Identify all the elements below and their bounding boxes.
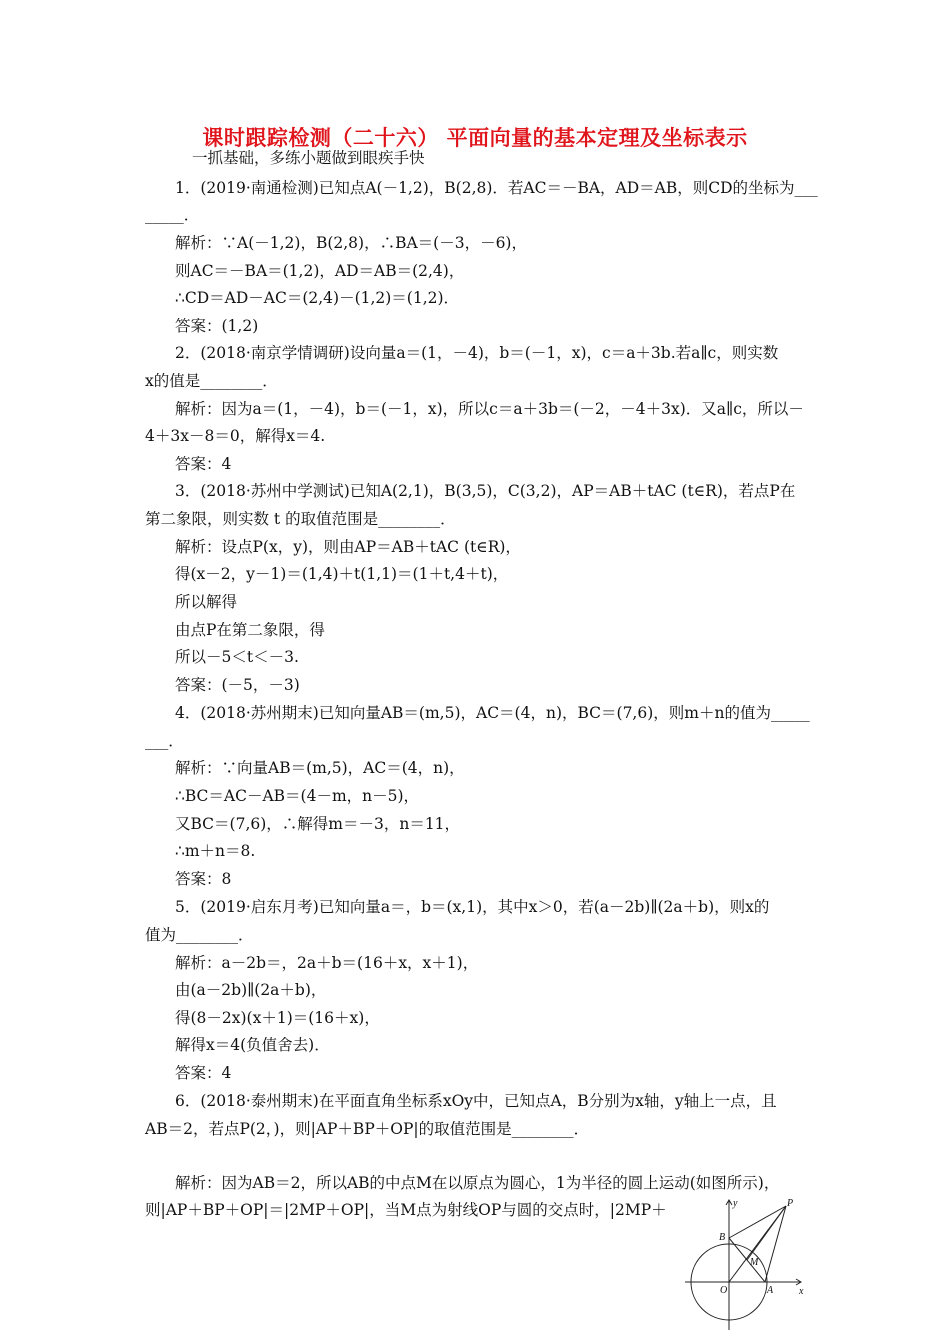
label-y: y [733,1198,738,1209]
label-B: B [719,1232,726,1243]
text-line: 答案：(1,2) [175,317,259,335]
text-line: 解析：设点P(x，y)，则由AP＝AB＋tAC (t∈R)， [175,538,521,556]
text-line: 得(x－2，y－1)＝(1,4)＋t(1,1)＝(1＋t,4＋t)， [175,565,509,583]
text-line: 2．(2018·南京学情调研)设向量a＝(1，－4)，b＝(－1，x)，c＝a＋3b.若a∥c，则实数 [175,344,779,362]
text-line: 第二象限，则实数 t 的取值范围是________． [145,510,456,528]
text-line: 由点P在第二象限，得 [175,621,325,639]
text-line: 解析：因为a＝(1，－4)，b＝(－1，x)，所以c＝a＋3b＝(－2，－4＋3x)．又a∥c，所以－ [175,400,804,418]
text-line: 解析：∵向量AB＝(m,5)，AC＝(4，n)， [175,759,465,777]
segment-MP [747,1206,786,1260]
text-line: 解析：因为AB＝2，所以AB的中点M在以原点为圆心，1为半径的圆上运动(如图所示)， [175,1174,780,1192]
page-title: 课时跟踪检测（二十六） 平面向量的基本定理及坐标表示 [202,125,748,150]
label-O: O [720,1285,728,1296]
text-line: ___． [145,732,184,750]
text-line: 3．(2018·苏州中学测试)已知A(2,1)，B(3,5)，C(3,2)，AP＝AB＋tAC (t∈R)，若点P在 [175,482,796,500]
label-A: A [767,1285,774,1296]
label-x: x [799,1286,804,1297]
text-line: 答案：4 [175,455,232,473]
text-line: 答案：4 [175,1064,232,1082]
segment-BP [729,1206,786,1238]
text-line: 则AC＝－BA＝(1,2)，AD＝AB＝(2,4)， [175,262,465,280]
segment-AP [765,1206,786,1282]
text-line: _____． [145,206,200,224]
text-line: 得(8－2x)(x＋1)＝(16＋x)， [175,1009,380,1027]
text-line: ∴BC＝AC－AB＝(4－m，n－5)， [175,787,420,805]
text-line: 6．(2018·泰州期末)在平面直角坐标系xOy中，已知点A，B分别为x轴，y轴上一点，且 [175,1092,777,1110]
label-P: P [787,1198,794,1209]
text-line: 所以－5＜t＜－3. [175,648,299,666]
text-line: 答案：(－5，－3) [175,676,300,694]
subtitle: 一抓基础，多练小题做到眼疾手快 [192,149,425,167]
text-line: 又BC＝(7,6)，∴解得m＝－3，n＝11， [175,815,461,833]
text-line: 1．(2019·南通检测)已知点A(－1,2)，B(2,8)．若AC＝－BA，AD＝AB，则CD的坐标为___ [175,179,818,197]
text-line: 4．(2018·苏州期末)已知向量AB＝(m,5)，AC＝(4，n)，BC＝(7,6)，则m＋n的值为_____ [175,704,810,722]
text-line: ∴m＋n＝8. [175,842,256,860]
text-line: 5．(2019·启东月考)已知向量a＝，b＝(x,1)，其中x＞0，若(a－2b)∥(2a＋b)，则x的 [175,898,770,916]
coordinate-figure [683,1194,808,1334]
text-line: 解析：a－2b＝，2a＋b＝(16＋x，x＋1)， [175,954,479,972]
text-line: 值为________． [145,926,254,944]
text-line: 解得x＝4(负值舍去)． [175,1036,330,1054]
text-line: ∴CD＝AD－AC＝(2,4)－(1,2)＝(1,2)． [175,289,460,307]
text-line: AB＝2，若点P(2，)，则|AP＋BP＋OP|的取值范围是________． [145,1120,590,1138]
text-line: 所以解得 [175,593,238,611]
text-line: x的值是________． [145,372,278,390]
text-line: 则|AP＋BP＋OP|＝|2MP＋OP|，当M点为射线OP与圆的交点时，|2MP＋ [145,1201,667,1219]
label-M: M [750,1257,759,1268]
text-line: 答案：8 [175,870,232,888]
text-line: 4＋3x－8＝0，解得x＝4. [145,427,326,445]
text-line: 由(a－2b)∥(2a＋b)， [175,981,327,999]
text-line: 解析：∵A(－1,2)，B(2,8)，∴BA＝(－3，－6)， [175,234,527,252]
